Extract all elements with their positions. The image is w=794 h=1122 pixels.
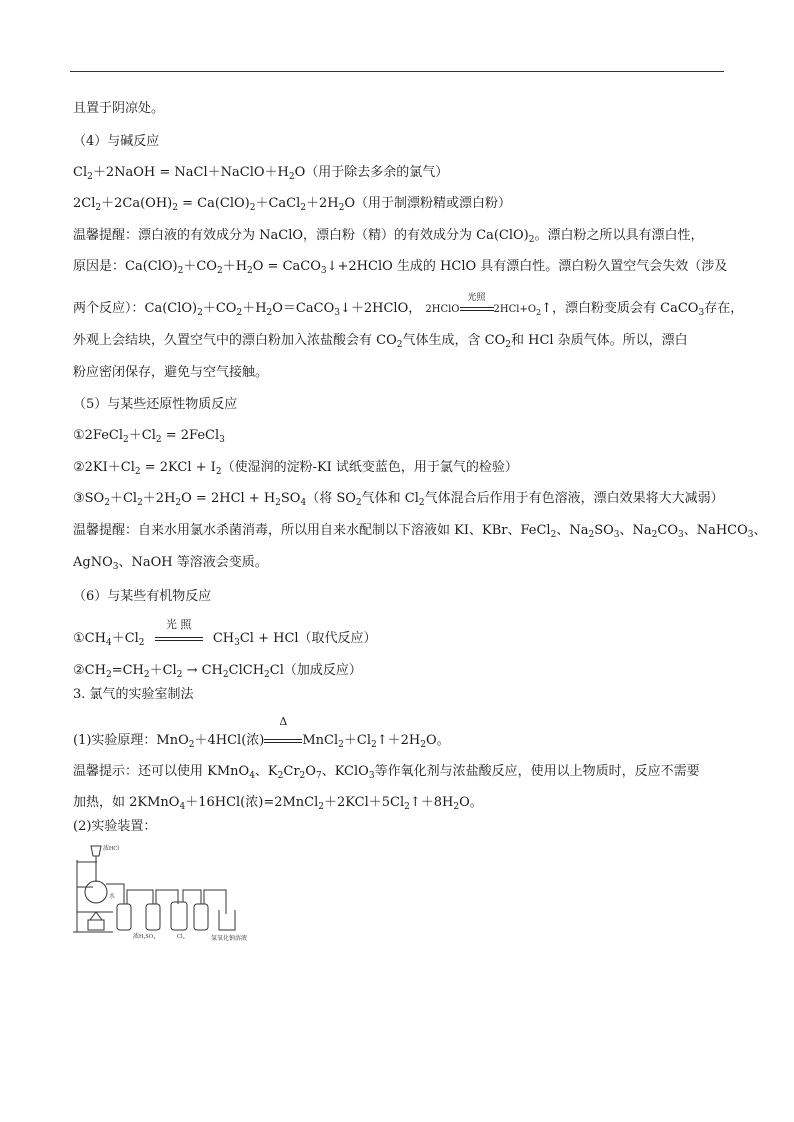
tip-paragraph-line: 原因是：$Ca(ClO)_2+CO_2+H_2O$ = CaCO$_3$↓+2HClO 生成的 HClO 具有漂白性。漂白粉久置空气会失效（涉及 [73, 259, 728, 276]
tip-paragraph-line: 温馨提醒：自来水用氯水杀菌消毒，所以用自来水配制以下溶液如 KI、KBr、FeCl$_2$、$Na_2SO_3$、$Na_2CO_3$、NaHCO$_3$、 [73, 523, 767, 540]
dropping-funnel [91, 846, 101, 856]
lab-apparatus-diagram [73, 842, 273, 942]
equation-line: $③SO_2+Cl_2+2H_2O = 2HCl + H_2SO_4$（将 $SO_2$气体和 $Cl_2$气体混合后作用于有色溶液，漂白效果将大大减弱） [73, 491, 724, 508]
label-cl2: Cl₂ [177, 934, 185, 940]
label-conc-hcl: 浓HCl [103, 846, 120, 852]
equation-line: $①2FeCl_2+Cl_2$ = 2FeCl$_3$ [73, 428, 225, 445]
section-heading-6: （6）与某些有机物反应 [73, 589, 212, 604]
equation-line: $②CH_2=CH_2+Cl_2$ → $CH_2ClCH_2Cl$（加成反应） [73, 663, 362, 680]
gas-bottle [194, 904, 208, 930]
equation-line: (1)实验原理：MnO$_2$＋4HCl(浓) Δ $MnCl_2+Cl_2↑+2H_2O$。 [73, 714, 450, 750]
tip-paragraph-line: 两个反应）：$Ca(ClO)_2+CO_2+H_2O=CaCO_3↓+2HClO$， 2HClO 光照 $2HCl+O_2↑$，漂白粉变质会有 CaCO$_3$存在， [73, 292, 744, 318]
alcohol-lamp-flame [90, 912, 102, 920]
tip-paragraph-line: 温馨提醒：漂白液的有效成分为 NaClO，漂白粉（精）的有效成分为 $Ca(ClO)_2$。漂白粉之所以具有漂白性， [73, 228, 704, 245]
collection-bottle-cl2 [171, 902, 187, 930]
tip-paragraph-line: 加热，如 2KMnO$_4$＋16HCl(浓)$=2MnCl_2+2KCl+5Cl_2↑+8H_2O$。 [73, 795, 483, 812]
heating-condition-arrow: Δ [264, 735, 302, 747]
label-naoh: 氢氧化钠溶液 [211, 936, 248, 942]
wash-bottle-water [117, 904, 131, 930]
equation-line: $②2KI+Cl_2 = 2KCl + I_2$（使湿润的淀粉-KI 试纸变蓝色，用于氯气的检验） [73, 460, 518, 477]
tip-paragraph-line: 粉应密闭保存，避免与空气接触。 [73, 365, 269, 380]
equation-line: $①CH_4+Cl_2$ 光 照 $CH_3Cl + HCl$（取代反应） [73, 617, 377, 648]
text-line: 且置于阴凉处。 [73, 101, 165, 116]
equation-line: $Cl_2+2NaOH$ = $NaCl+NaClO+H_2O$（用于除去多余的氯气） [73, 165, 449, 182]
tip-paragraph-line: AgNO$_3$、NaOH 等溶液会变质。 [73, 555, 268, 572]
round-bottom-flask [85, 881, 107, 903]
wash-bottle-h2so4 [146, 904, 160, 930]
tip-paragraph-line: 外观上会结块，久置空气中的漂白粉加入浓盐酸会有 $CO_2$气体生成，含 $CO_2$和 HCl 杂质气体。所以，漂白 [73, 333, 688, 350]
section-heading-4: （4）与碱反应 [73, 134, 160, 149]
reaction-condition-arrow: 光 照 [155, 632, 203, 646]
label-h2so4: 浓H₂SO₄ [133, 934, 156, 940]
section-heading-3: 3. 氯气的实验室制法 [73, 687, 194, 702]
beaker-naoh [219, 910, 235, 930]
section-heading-5: （5）与某些还原性物质反应 [73, 397, 238, 412]
label-water: 水 [109, 894, 116, 900]
reaction-condition-arrow: 光照 [460, 303, 494, 315]
equation-line: $2Cl_2+2Ca(OH)_2$ = $Ca(ClO)_2+CaCl_2+2H_2O$（用于制漂粉精或漂白粉） [73, 196, 512, 213]
tip-paragraph-line: 温馨提示：还可以使用 KMnO$_4$、$K_2Cr_2O_7$、KClO$_3$等作氧化剂与浓盐酸反应，使用以上物质时，反应不需要 [73, 764, 700, 781]
apparatus-heading: (2)实验装置： [73, 819, 157, 834]
header-rule [70, 71, 724, 72]
